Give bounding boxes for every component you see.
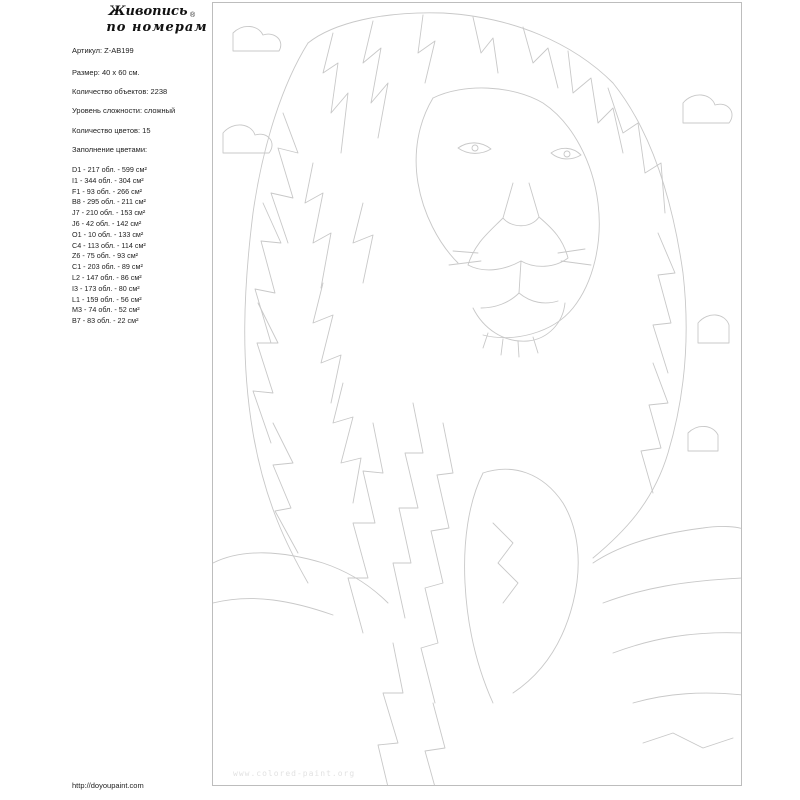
info-difficulty: Уровень сложности: сложный [72, 106, 176, 115]
color-fill-item: O1 - 10 обл. - 133 см² [72, 229, 144, 239]
color-fill-item: B7 - 83 обл. - 22 см² [72, 316, 139, 326]
color-fill-item: I3 - 173 обл. - 80 см² [72, 283, 140, 293]
color-fill-list [72, 165, 147, 327]
color-fill-item: I1 - 344 обл. - 304 см² [72, 175, 144, 185]
lion-outline-icon [213, 3, 742, 786]
color-fill-item: J6 - 42 обл. - 142 см² [72, 218, 142, 228]
info-fill-heading: Заполнение цветами: [72, 145, 148, 154]
color-fill-item: C4 - 113 обл. - 114 см² [72, 240, 146, 250]
color-fill-item: B8 - 295 обл. - 211 см² [72, 197, 146, 207]
info-colors: Количество цветов: 15 [72, 126, 151, 135]
artwork-frame [212, 2, 742, 786]
watermark: www.colored-paint.org [233, 769, 356, 778]
color-fill-item: M3 - 74 обл. - 52 см² [72, 305, 140, 315]
brand-line-1: Живопись [108, 4, 188, 19]
info-size: Размер: 40 х 60 см. [72, 68, 140, 77]
brand-logo [88, 4, 208, 36]
color-fill-item: L1 - 159 обл. - 56 см² [72, 294, 142, 304]
website-link[interactable]: http://doyoupaint.com [72, 781, 144, 790]
info-article: Артикул: Z-AB199 [72, 46, 134, 55]
color-fill-item: L2 - 147 обл. - 86 см² [72, 272, 142, 282]
registered-mark: ® [190, 12, 196, 19]
color-fill-item: D1 - 217 обл. - 599 см² [72, 165, 147, 174]
color-fill-item: Z6 - 75 обл. - 93 см² [72, 251, 139, 261]
brand-line-2: по номерам [106, 20, 208, 35]
info-objects: Количество объектов: 2238 [72, 87, 168, 96]
color-fill-item: J7 - 210 обл. - 153 см² [72, 208, 146, 218]
color-fill-item: F1 - 93 обл. - 266 см² [72, 186, 143, 196]
color-fill-item: C1 - 203 обл. - 89 см² [72, 262, 143, 272]
